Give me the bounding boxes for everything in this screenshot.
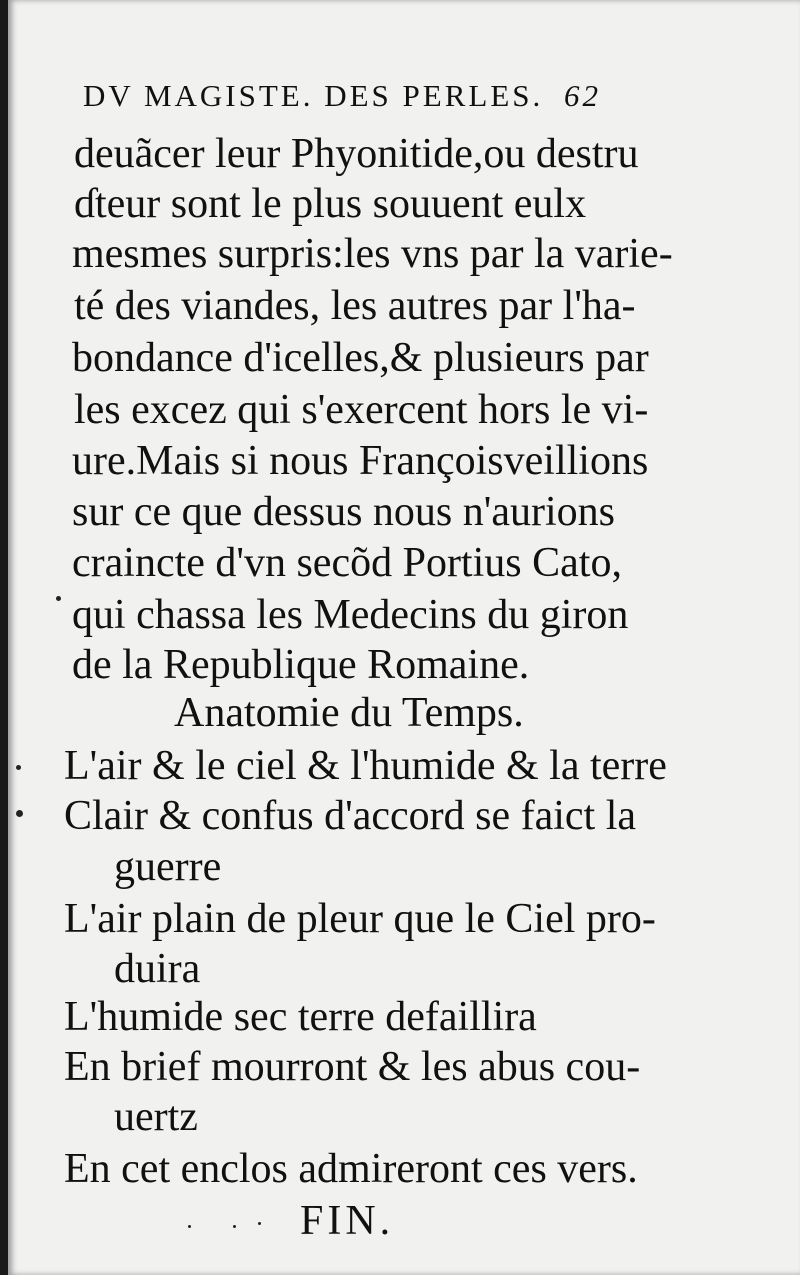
ink-speck [56, 596, 61, 601]
poem-line: guerre [114, 844, 222, 890]
prose-line: ɗteur sont le plus souuent eulx [74, 181, 587, 227]
prose-line: deuãcer leur Phyonitide,ou destru [74, 131, 639, 177]
running-head-text: DV MAGISTE. DES PERLES. [83, 78, 544, 113]
prose-line: mesmes surpris:les vns par la varie- [72, 231, 673, 277]
prose-line: bondance d'icelles,& plusieurs par [72, 335, 649, 381]
prose-line: qui chassa les Medecins du giron [72, 592, 629, 638]
poem-line: duira [114, 946, 201, 992]
poem-line: L'humide sec terre defaillira [64, 994, 537, 1040]
poem-line: En cet enclos admireront ces vers. [64, 1146, 638, 1192]
page-number: 62 [564, 78, 602, 113]
poem-title: Anatomie du Temps. [174, 690, 524, 736]
prose-line: de la Republique Romaine. [72, 642, 530, 688]
ink-speck [258, 1222, 261, 1225]
prose-line: craincte d'vn secõd Portius Cato, [72, 540, 622, 586]
poem-line: Clair & confus d'accord se faict la [64, 793, 637, 839]
poem-line: L'air & le ciel & l'humide & la terre [64, 743, 667, 789]
prose-line: sur ce que dessus nous n'aurions [72, 489, 615, 535]
prose-line: les excez qui s'exercent hors le vi- [74, 387, 649, 433]
prose-line: té des viandes, les autres par l'ha- [74, 283, 636, 329]
prose-line: ure.Mais si nous Françoisveillions [72, 438, 649, 484]
ink-speck [16, 810, 23, 817]
poem-line: En brief mourront & les abus cou- [64, 1044, 641, 1090]
running-head [83, 80, 601, 111]
poem-line: uertz [114, 1094, 198, 1140]
ink-speck [188, 1225, 191, 1228]
book-page [8, 0, 800, 1275]
ink-speck [233, 1225, 236, 1228]
finis: FIN. [300, 1198, 395, 1244]
poem-line: L'air plain de pleur que le Ciel pro- [64, 896, 656, 942]
ink-speck [16, 765, 21, 770]
